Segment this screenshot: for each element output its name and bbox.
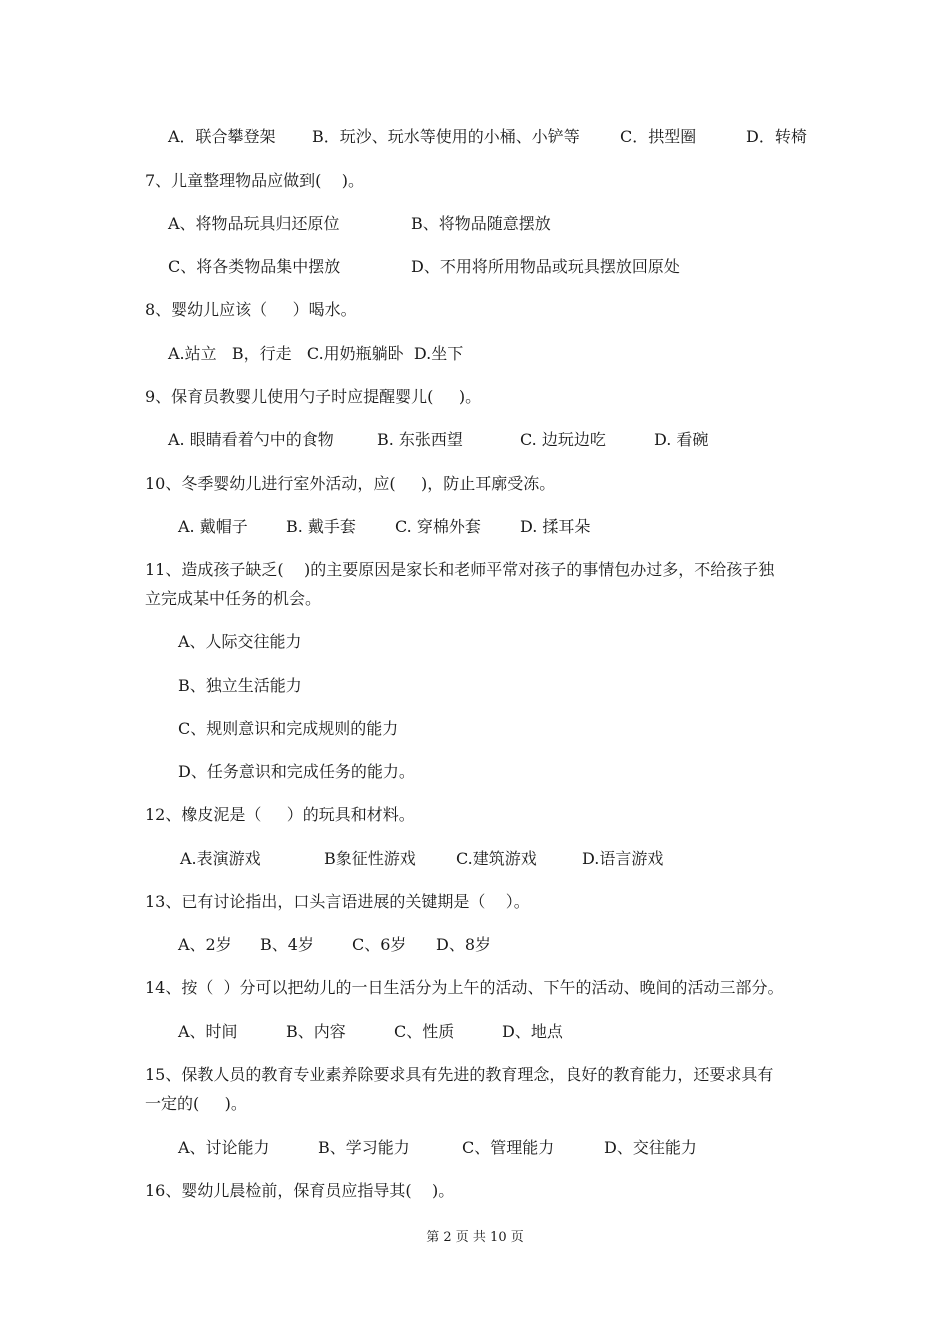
q16-question: 16、婴幼儿晨检前，保育员应指导其( )。 xyxy=(145,1181,455,1200)
q10-option-c: C. 穿棉外套 xyxy=(395,517,481,536)
q6-option-a: A．联合攀登架 xyxy=(168,127,276,146)
q15-option-a: A、讨论能力 xyxy=(178,1138,270,1157)
q7-option-d: D、不用将所用物品或玩具摆放回原处 xyxy=(411,257,680,276)
q6-option-d: D．转椅 xyxy=(746,127,807,146)
q13-option-a: A、2岁 xyxy=(178,935,232,954)
q10-option-d: D. 揉耳朵 xyxy=(520,517,591,536)
q6-option-c: C．拱型圈 xyxy=(620,127,697,146)
q12-question: 12、橡皮泥是（ ）的玩具和材料。 xyxy=(145,805,415,824)
q9-options xyxy=(168,429,768,451)
q11-option-a: A、人际交往能力 xyxy=(178,632,302,651)
q8-options: A.站立 B，行走 C.用奶瓶躺卧 D.坐下 xyxy=(168,344,464,363)
q15-question-line1: 15、保教人员的教育专业素养除要求具有先进的教育理念，良好的教育能力，还要求具有 xyxy=(145,1065,774,1084)
q14-option-c: C、性质 xyxy=(394,1022,455,1041)
q11-question-line2: 立完成某中任务的机会。 xyxy=(145,589,322,608)
q9-option-b: B. 东张西望 xyxy=(377,430,463,449)
q11-option-c: C、规则意识和完成规则的能力 xyxy=(178,719,399,738)
q10-option-a: A. 戴帽子 xyxy=(178,517,248,536)
q12-option-c: C.建筑游戏 xyxy=(456,849,537,868)
q9-option-d: D. 看碗 xyxy=(654,430,709,449)
q11-option-d: D、任务意识和完成任务的能力。 xyxy=(178,762,415,781)
q12-options xyxy=(180,848,740,870)
q13-option-c: C、6岁 xyxy=(352,935,407,954)
q10-option-b: B. 戴手套 xyxy=(286,517,356,536)
q12-option-a: A.表演游戏 xyxy=(180,849,261,868)
q10-options xyxy=(178,516,778,538)
q9-option-c: C. 边玩边吃 xyxy=(520,430,606,449)
q15-option-b: B、学习能力 xyxy=(318,1138,410,1157)
q15-option-d: D、交往能力 xyxy=(604,1138,697,1157)
q14-option-b: B、内容 xyxy=(286,1022,346,1041)
q15-option-c: C、管理能力 xyxy=(462,1138,555,1157)
q15-options xyxy=(178,1137,738,1159)
q9-question: 9、保育员教婴儿使用勺子时应提醒婴儿( )。 xyxy=(145,387,482,406)
q13-question: 13、已有讨论指出，口头言语进展的关键期是（ ）。 xyxy=(145,892,530,911)
q8-question: 8、婴幼儿应该（ ）喝水。 xyxy=(145,300,357,319)
q13-option-b: B、4岁 xyxy=(260,935,314,954)
q13-option-d: D、8岁 xyxy=(436,935,492,954)
q7-option-b: B、将物品随意摆放 xyxy=(411,214,551,233)
q7-question: 7、儿童整理物品应做到( )。 xyxy=(145,171,365,190)
q11-option-b: B、独立生活能力 xyxy=(178,676,302,695)
q12-option-b: B象征性游戏 xyxy=(324,849,416,868)
q12-option-d: D.语言游戏 xyxy=(582,849,664,868)
q14-option-a: A、时间 xyxy=(178,1022,238,1041)
q11-question-line1: 11、造成孩子缺乏( )的主要原因是家长和老师平常对孩子的事情包办过多，不给孩子独 xyxy=(145,560,775,579)
q14-options xyxy=(178,1021,678,1043)
q6-options xyxy=(168,126,868,148)
q14-question: 14、按（ ）分可以把幼儿的一日生活分为上午的活动、下午的活动、晚间的活动三部分。 xyxy=(145,978,784,997)
q7-options-row1 xyxy=(168,213,768,235)
q13-options xyxy=(178,934,598,956)
q10-question: 10、冬季婴幼儿进行室外活动，应( )，防止耳廓受冻。 xyxy=(145,474,556,493)
q7-option-a: A、将物品玩具归还原位 xyxy=(168,214,340,233)
q7-option-c: C、将各类物品集中摆放 xyxy=(168,257,341,276)
q7-options-row2 xyxy=(168,256,768,278)
q15-question-line2: 一定的( )。 xyxy=(145,1094,247,1113)
q6-option-b: B．玩沙、玩水等使用的小桶、小铲等 xyxy=(312,127,580,146)
q9-option-a: A. 眼睛看着勺中的食物 xyxy=(168,430,334,449)
page-footer: 第 2 页 共 10 页 xyxy=(426,1230,524,1245)
q14-option-d: D、地点 xyxy=(502,1022,563,1041)
